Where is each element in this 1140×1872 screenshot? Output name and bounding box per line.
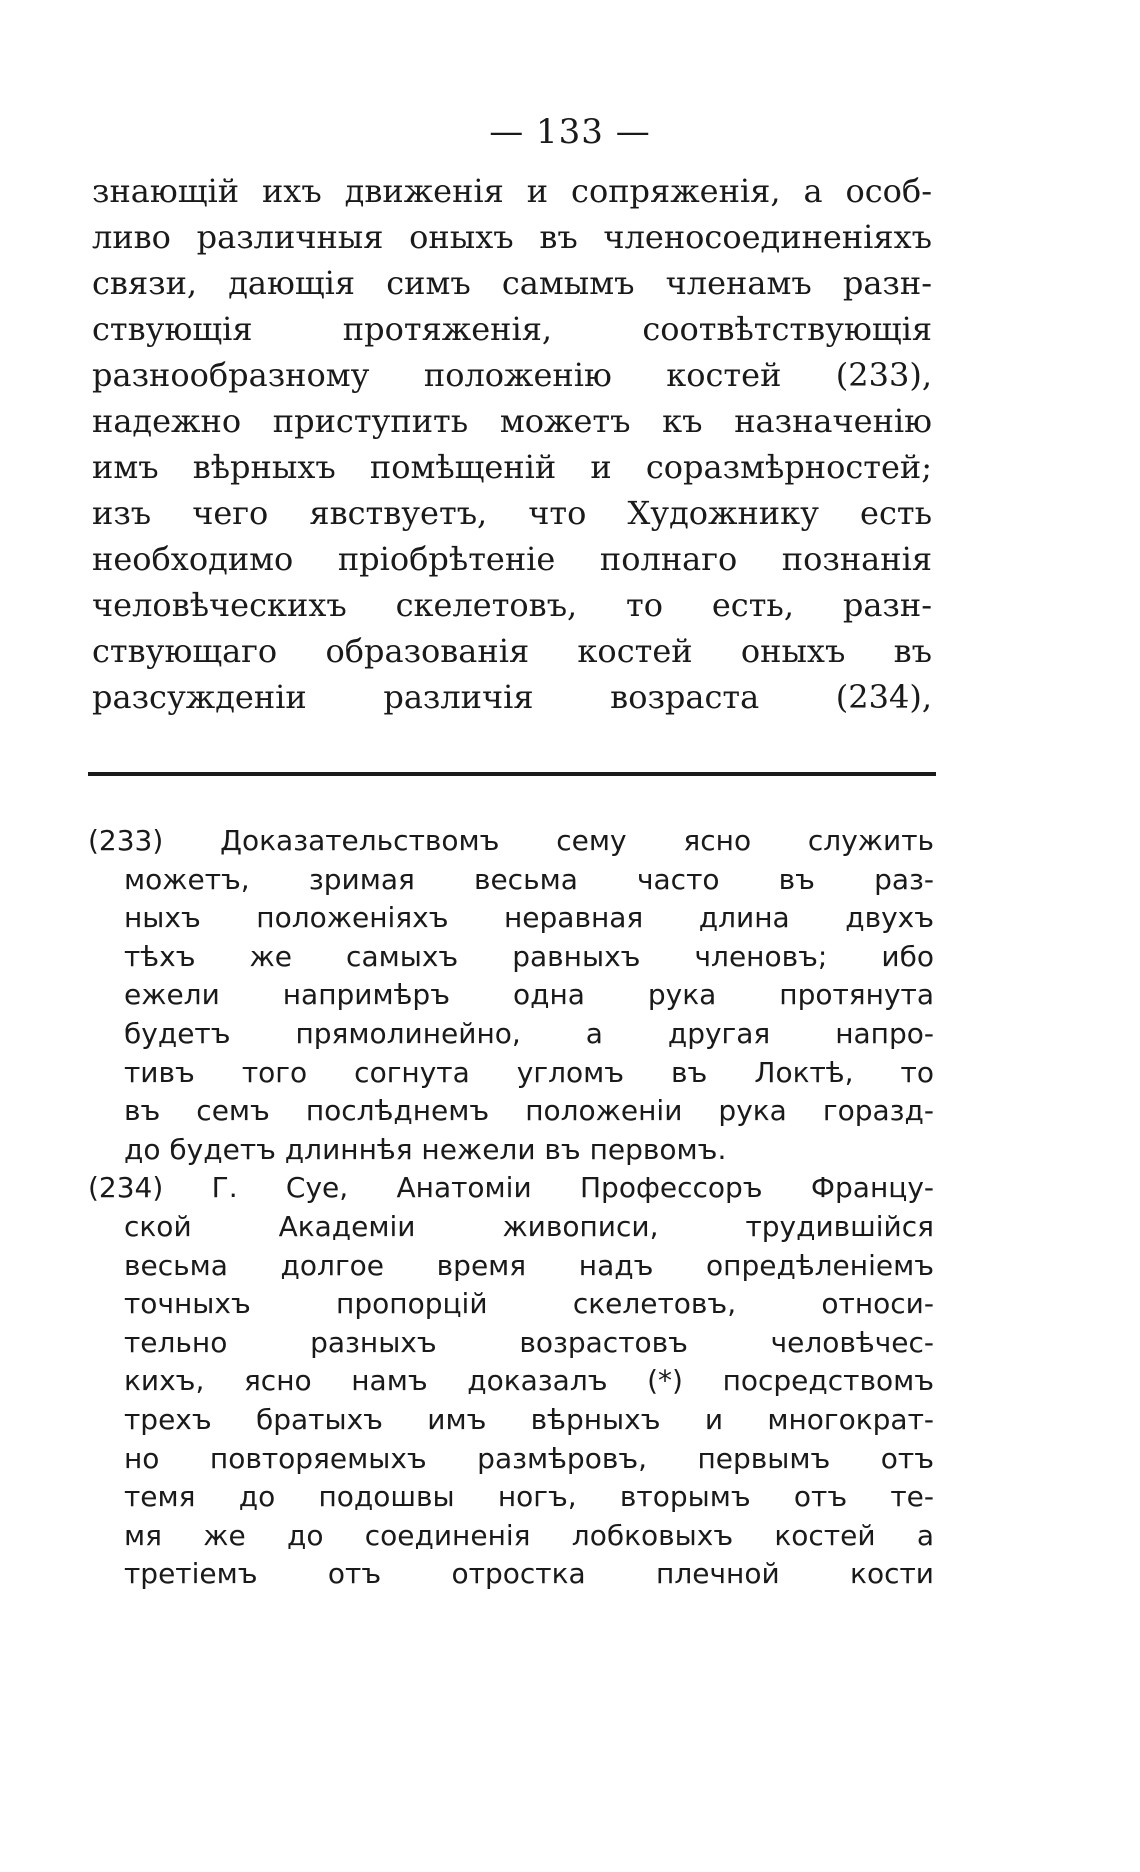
footnote-line: тельно разныхъ возрастовъ человѣчес- [124, 1325, 934, 1359]
footnote-233 [88, 822, 934, 1169]
text-line: ливо различныя оныхъ въ членосоединеніяхъ [92, 218, 932, 256]
text-line: человѣческихъ скелетовъ, то есть, разн- [92, 586, 932, 624]
footnote-line: въ семъ послѣднемъ положеніи рука горазд- [124, 1094, 934, 1128]
text-line: знающій ихъ движенія и сопряженія, а особ- [92, 172, 932, 210]
footnote-line: до будетъ длиннѣя нежели въ первомъ. [124, 1132, 727, 1166]
footnote-line: темя до подошвы ногъ, вторымъ отъ те- [124, 1480, 934, 1514]
footnote-line: ежели напримѣръ одна рука протянута [124, 978, 934, 1012]
footnote-line: ской Академіи живописи, трудившійся [124, 1209, 934, 1243]
text-line: ствующаго образованія костей оныхъ въ [92, 632, 932, 670]
footnote-line: будетъ прямолинейно, а другая напро- [124, 1016, 934, 1050]
text-line: имъ вѣрныхъ помѣщеній и соразмѣрностей; [92, 448, 932, 486]
text-line: необходимо пріобрѣтеніе полнаго познанія [92, 540, 932, 578]
footnote-line: мя же до соединенія лобковыхъ костей а [124, 1518, 934, 1552]
footnote-line: трехъ братыхъ имъ вѣрныхъ и многократ- [124, 1402, 934, 1436]
text-line: изъ чего явствуетъ, что Художнику есть [92, 494, 932, 532]
main-text [92, 168, 932, 720]
text-line: разсужденіи различія возраста (234), [92, 678, 932, 716]
footnote-line: (233) Доказательствомъ сему ясно служить [88, 824, 934, 857]
footnote-line: кихъ, ясно намъ доказалъ (*) посредствомъ [124, 1364, 934, 1398]
footnote-line: точныхъ пропорцій скелетовъ, относи- [124, 1287, 934, 1321]
footnote-line: но повторяемыхъ размѣровъ, первымъ отъ [124, 1441, 934, 1475]
footnote-line: тѣхъ же самыхъ равныхъ членовъ; ибо [124, 939, 934, 973]
text-line: разнообразному положенію костей (233), [92, 356, 932, 394]
footnote-234 [88, 1169, 934, 1594]
footnotes [88, 822, 934, 1594]
text-line: ствующія протяженія, соотвѣтствующія [92, 310, 932, 348]
footnote-line: (234) Г. Суе, Анатоміи Профессоръ Францу- [88, 1171, 934, 1205]
footnote-line: третіемъ отъ отростка плечной кости [124, 1557, 934, 1591]
footnote-divider [88, 772, 936, 776]
footnote-line: можетъ, зримая весьма часто въ раз- [124, 862, 934, 896]
footnote-line: весьма долгое время надъ опредѣленіемъ [124, 1248, 934, 1282]
page-number: — 133 — [489, 112, 651, 152]
footnote-line: тивъ того согнута угломъ въ Локтѣ, то [124, 1055, 934, 1089]
text-line: связи, дающія симъ самымъ членамъ разн- [92, 264, 932, 302]
footnote-line: ныхъ положеніяхъ неравная длина двухъ [124, 901, 934, 935]
text-line: надежно приступить можетъ къ назначенію [92, 402, 932, 440]
